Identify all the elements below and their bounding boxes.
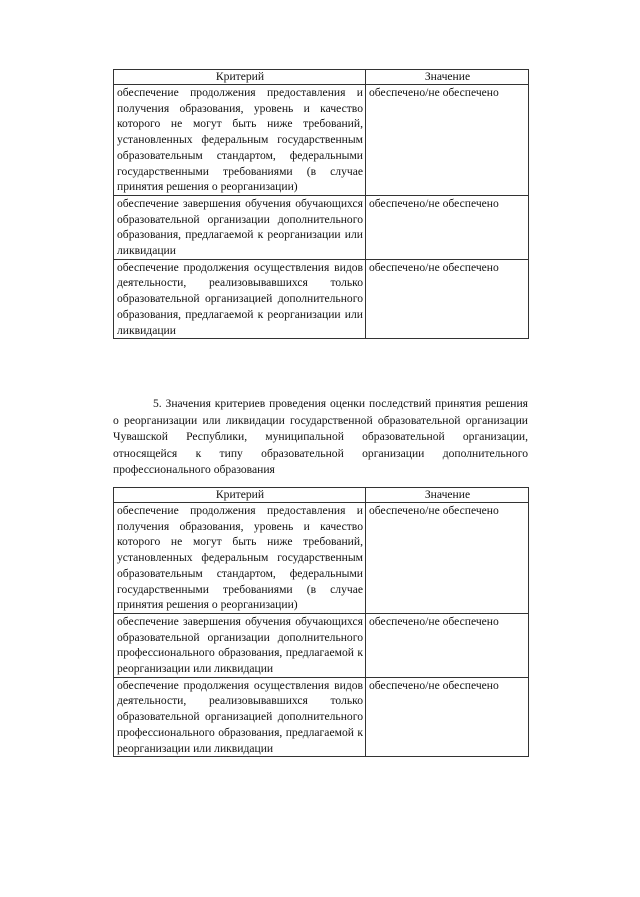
- table-row: [114, 85, 529, 196]
- criteria-table-1: [113, 69, 529, 339]
- criterion-cell: обеспечение продолжения осуществления видов деятельности, реализовывавшихся только образовательной организацией дополнительного образования, предлагаемой к реорганизации или ликвидации: [114, 259, 366, 339]
- criterion-cell: обеспечение продолжения предоставления и получения образования, уровень и качество которого не могут быть ниже требований, установленных федеральным государственным образовательным стандартом, федеральными государственными требованиями (в случае принятия решения о реорганизации): [114, 85, 366, 196]
- value-cell: обеспечено/не обеспечено: [366, 503, 529, 614]
- table-row: [114, 195, 529, 259]
- value-cell: обеспечено/не обеспечено: [366, 613, 529, 677]
- criterion-column-header: Критерий: [114, 70, 366, 85]
- table-row: [114, 677, 529, 757]
- table-header-row: [114, 70, 529, 85]
- section-5-heading: 5. Значения критериев проведения оценки последствий принятия решения о реорганизации или ликвидации государственной образовательной организации Чувашской Республики, муниципальной образовательной организации, относящейся к типу образовательной организации дополнительного профессионального образования: [113, 397, 528, 476]
- table-row: [114, 503, 529, 614]
- criterion-cell: обеспечение продолжения осуществления видов деятельности, реализовывавшихся только образовательной организацией дополнительного профессионального образования, предлагаемой к реорганизации или ликвидации: [114, 677, 366, 757]
- value-cell: обеспечено/не обеспечено: [366, 195, 529, 259]
- value-cell: обеспечено/не обеспечено: [366, 677, 529, 757]
- criterion-cell: обеспечение завершения обучения обучающихся образовательной организации дополнительного образования, предлагаемой к реорганизации или ликвидации: [114, 195, 366, 259]
- criterion-cell: обеспечение завершения обучения обучающихся образовательной организации дополнительного профессионального образования, предлагаемой к реорганизации или ликвидации: [114, 613, 366, 677]
- criteria-table-2: [113, 487, 529, 757]
- value-cell: обеспечено/не обеспечено: [366, 259, 529, 339]
- criterion-cell: обеспечение продолжения предоставления и получения образования, уровень и качество которого не могут быть ниже требований, установленных федеральным государственным образовательным стандартом, федеральными государственными требованиями (в случае принятия решения о реорганизации): [114, 503, 366, 614]
- value-column-header: Значение: [366, 70, 529, 85]
- table-header-row: [114, 488, 529, 503]
- criterion-column-header: Критерий: [114, 488, 366, 503]
- table-row: [114, 613, 529, 677]
- value-cell: обеспечено/не обеспечено: [366, 85, 529, 196]
- value-column-header: Значение: [366, 488, 529, 503]
- table-row: [114, 259, 529, 339]
